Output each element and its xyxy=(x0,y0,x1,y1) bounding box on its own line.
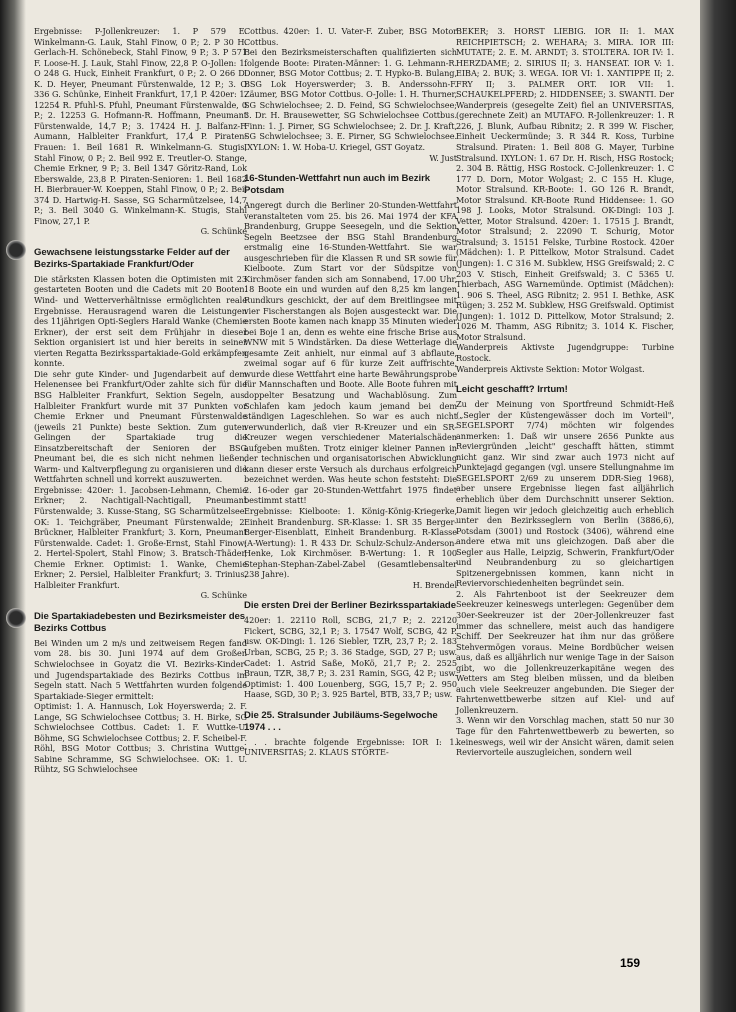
results-text: Ergebnisse: 420er: 1. Jacobsen-Lehmann, Chemie Erkner; 2. Nachtigall-Nachtigall, Pneumant Fürstenwalde; 3. Kusse-Stang, SG Scharmützelsee. OK: 1. Teichgräber, Pneumant Fürstenwalde; 2. Brückner, Halbleiter Frankfurt; 3. Korn, Pneumant Fürstenwalde. Cadet: 1. Große-Ernst, Stahl Finow; 2. Hertel-Spolert, Stahl Finow; 3. Bratsch-Thäder, Chemie Erkner. Optimist: 1. Wanke, Chemie Erkner; 2. Persiel, Halbleiter Frankfurt; 3. Trinius, Halbleiter Frankfurt. xyxy=(34,484,247,590)
headline-frankfurt: Gewachsene leistungsstarke Felder auf der Bezirks-Spartakiade Frankfurt/Oder xyxy=(34,246,230,270)
results-text: Ergebnisse: Kielboote: 1. König-König-Kriegerke, Einheit Brandenburg. SR-Klasse: 1. SR 35 Berger-Berger-Eisenblatt, Einheit Brandenburg. R-Klasse (A-Wertung): 1. R 433 Dr. Schulz-Schulz-Anderson-Henke, Lok Kirchmöser. B-Wertung: 1. R 100 Stephan-Stephan-Zabel-Zabel (Gesamtlebensalter 238 Jahre). xyxy=(244,505,457,580)
article-text: 2. Als Fahrtenboot ist der Seekreuzer dem Seekreuzer keineswegs unterlegen: Gegenüber dem 30er-Seekreuzer ist der 20er-Jollenkreuzer fast immer das schnellere, meist auch das handigere Schiff. Der Seekreuzer hat ihm nur das größere Stehvermögen voraus. Meine Bordbücher weisen aus, daß es alljährlich nur wenige Tage in der Saison gibt, wo die Jollenkreuzerkapitäne wegen des Wetters am Steg bleiben müssen, und da bleiben auch viele Seekreuzer angebunden. Die Sieger der Fahrtenwettbewerbe sitzen auf Kiel- und auf Jollenkreuzern. xyxy=(456,588,674,715)
punch-hole xyxy=(6,608,26,628)
author-signature: H. Brendel xyxy=(412,579,457,590)
article-text: Bei Winden um 2 m/s und zeitweisem Regen fand vom 28. bis 30. Juni 1974 auf dem Großen Schwielochsee in Goyatz die VI. Bezirks-Kinder- und Jugendspartakiade des Bezirks Cottbus im Segeln statt. Nach 5 Wettfahrten wurden folgende Spartakiade-Sieger ermittelt: xyxy=(34,637,247,701)
punch-hole xyxy=(6,240,26,260)
page-edge-shadow xyxy=(700,0,736,1012)
results-jollen-text: Ergebnisse: P-Jollenkreuzer: 1. P 579 E. Winkelmann-G. Lauk, Stahl Finow, 0 P.; 2. P 30 H. Gerlach-H. Schönebeck, Stahl Finow, 9 P.; 3. P 571 F. Loose-H. J. Lauk, Stahl Finow, 22,8 P. O-Jollen: 1. O 248 G. Huck, Einheit Frankfurt, 0 P.; 2. O 266 D. K. D. Heyer, Pneumant Fürstenwalde, 12 P.; 3. O 336 G. Schünke, Einheit Frankfurt, 17,1 P. 420er: 1. 12254 R. Pfuhl-S. Pfuhl, Pneumant Fürstenwalde, 0 P.; 2. 12253 G. Hofmann-R. Hoffmann, Pneumant Fürstenwalde, 14,7 P.; 3. 17424 H. J. Balfanz-F. Aumann, Halbleiter Frankfurt, 17,4 P. Piraten-Frauen: 1. Beil 1681 R. Winkelmann-G. Stugis, Stahl Finow, 0 P.; 2. Beil 992 E. Treutler-O. Stange, Chemie Erkner, 9 P.; 3. Beil 1347 Göritz-Rand, Lok Eberswalde, 23,8 P. Piraten-Senioren: 1. Beil 1682 H. Bierbrauer-W. Koeppen, Stahl Finow, 0 P.; 2. Beil 374 D. Hartwig-H. Sasse, SG Scharmützelsee, 14,7 P.; 3. Beil 3040 G. Winkelmann-K. Stugis, Stahl Finow, 27,1 P. xyxy=(34,26,247,226)
headline-cottbus: Die Spartakiadebesten und Bezirksmeister des Bezirks Cottbus xyxy=(34,610,246,634)
article-text: Die sehr gute Kinder- und Jugendarbeit auf dem Helenensee bei Frankfurt/Oder zahlte sich für die BSG Halbleiter Frankfurt, Sektion Segeln, aus. Halbleiter Frankfurt wurde mit 37 Punkten vor Chemie Erkner und Pneumant Fürstenwalde (jeweils 21 Punkte) beste Sektion. Zum guten Gelingen der Spartakiade trug die Einsatzbereitschaft der Senioren der BSG Pneumant bei, die es sich nicht nehmen ließen, Warm- und Kaltverpflegung zu organisieren und die Wettfahrten schnell und korrekt auszuwerten. xyxy=(34,368,247,485)
headline-stralsund: Die 25. Stralsunder Jubiläums-Segelwoche 1974 . . . xyxy=(244,709,438,733)
column-left xyxy=(34,26,247,775)
results-text: 420er: 1. 22110 Roll, SCBG, 21,7 P.; 2. 22120 Fickert, SCBG, 32,1 P.; 3. 17547 Wolf, SCBG, 42 P. usw. OK-Dingi: 1. 126 Siebler, TZR, 23,7 P.; 2. 183 Urban, SCBG, 25 P.; 3. 36 Stadge, SGD, 27 P.; usw. Cadet: 1. Astrid Saße, MoKö, 21,7 P.; 2. 2525 Braun, TZR, 38,7 P.; 3. 231 Ramin, SGG, 42 P.; usw. Optimist: 1. 400 Louenberg, SGG, 15,7 P.; 2. 950 Haase, SGD, 30 P.; 3. 925 Bartel, BTB, 33,7 P.; usw. xyxy=(244,615,457,700)
page-binding-shadow xyxy=(0,0,26,1012)
author-signature: W. Just xyxy=(429,152,457,163)
results-text: Optimist: 1. A. Hannusch, Lok Hoyerswerda; 2. F. Lange, SG Schwielochsee Cottbus; 3. H. Birke, SG Schwielochsee Cottbus. Cadet: 1. F. Wuttke-U. Böhme, SG Schwielochsee Cottbus; 2. F. Scheibel-F. Röhl, BSG Motor Cottbus; 3. Christina Wuttge-Sabine Schramme, SG Schwielochsee. OK: 1. U. Rühtz, SG Schwielochsee xyxy=(34,701,247,775)
results-text: Cottbus. 420er: 1. U. Vater-F. Zuber, BSG Motor Cottbus. xyxy=(244,26,457,47)
headline-irrtum: Leicht geschafft? Irrtum! xyxy=(456,384,568,396)
column-middle xyxy=(244,26,457,758)
results-text: . . . brachte folgende Ergebnisse: IOR I: 1. UNIVERSITAS; 2. KLAUS STÖRTE- xyxy=(244,736,457,758)
column-right xyxy=(456,26,674,758)
article-text: Angeregt durch die Berliner 20-Stunden-Wettfahrt veranstalteten vom 25. bis 26. Mai 1974 der KFA Brandenburg, Gruppe Seesegeln, und die Sektion Segeln Beetzsee der BSG Stahl Brandenburg erstmalig eine 16-Stunden-Wettfahrt. Sie war ausgeschrieben für die Klassen R und SR sowie für Kielboote. Zum Start vor der Südspitze von Kirchmöser fanden sich am Sonnabend, 17.00 Uhr, 18 Boote ein und wurden auf den 8,25 km langen Rundkurs geschickt, der auf dem Breitlingsee mit vier Fischerstangen als Bojen ausgesteckt war. Die ersten Boote kamen nach knapp 35 Minuten wieder bei Boje 1 an, denn es wehte eine frische Brise aus WNW mit 5 Windstärken. Da diese Wetterlage die gesamte Zeit anhielt, nur einmal auf 3 abflaute, zweimal sogar auf 6 für kurze Zeit auffrischte, wurde diese Wettfahrt eine harte Bewährungsprobe für Mannschaften und Boote. Alle Boote fuhren mit doppelter Besatzung und Wachablösung. Zum Schlafen kam jedoch kaum jemand bei dem ständigen Lageschlehen. So war es auch nicht verwunderlich, daß vier R-Kreuzer und ein SR-Kreuzer wegen verschiedener Materialschäden aufgeben mußten. Trotz einiger kleiner Pannen in der technischen und organisatorischen Abwicklung kann dieser erste Versuch als durchaus erfolgreich bezeichnet werden. Was heute schon feststeht: Die 2. 16-oder gar 20-Stunden-Wettfahrt 1975 findet bestimmt statt! xyxy=(244,200,457,506)
author-signature: G. Schünke xyxy=(200,226,247,237)
results-text: Wanderpreis Aktivste Sektion: Motor Wolgast. xyxy=(456,363,645,374)
article-text: Zu der Meinung von Sportfreund Schmidt-Heß („Segler der Küstengewässer doch im Vorteil", SEGELSPORT 7/74) möchten wir folgendes anmerken: 1. Daß wir unsere 2656 Punkte aus Reviergründen „leicht" geschafft hätten, stimmt nicht ganz. Wir sind zwar auch 1973 nicht auf Punktejagd gegangen (vgl. unsere Stellungnahme im SEGELSPORT 2/69 zu unserem DDR-Sieg 1968), aber unsere Ergebnisse liegen fast alljährlich erheblich über dem Durchschnitt unserer Sektion. Damit liegen wir jedoch gleichzeitig auch erheblich unter den Bezirksseglern von Berlin (3886,6), Potsdam (3001) und Rostock (3406), während eine andere etwa mit uns gleichzogen. Daß aber die Segler aus Halle, Leipzig, Schwerin, Frankfurt/Oder und Neubrandenburg zu so gleichartigen Spitzenergebnissen kommen, kann nicht in Reviervorschiedenheiten begründet sein. xyxy=(456,399,674,589)
headline-berlin: Die ersten Drei der Berliner Bezirksspartakiade xyxy=(244,600,457,612)
article-text: 3. Wenn wir den Vorschlag machen, statt 50 nur 30 Tage für den Fahrtenwettbewerb zu bewerten, so keineswegs, weil wir der Ansicht wären, damit seien Reviervorteile auszugleichen, sondern weil xyxy=(456,715,674,758)
article-text: Bei den Bezirksmeisterschaften qualifizierten sich folgende Boote: Piraten-Männer: 1. G. Lehmann-R. Donner, BSG Motor Cottbus; 2. T. Hypko-B. Bulang, BSG Lok Hoyerswerder; 3. B. Anderssohn-F. Zäumer, BSG Motor Cottbus. O-Jolle: 1. H. Thurner, SG Schwielochsee; 2. D. Feind, SG Schwielochsee; 3. Dr. H. Brausewetter, SG Schwielochsee Cottbus. Finn: 1. J. Pirner, SG Schwielochsee; 2. Dr. J. Kraft, SG Schwielochsee; 3. E. Pirner, SG Schwielochsee. IXYLON: 1. W. Hoba-U. Kriegel, GST Goyatz. xyxy=(244,47,457,153)
author-signature: G. Schünke xyxy=(200,590,247,601)
headline-potsdam: 16-Stunden-Wettfahrt nun auch im Bezirk Potsdam xyxy=(244,173,431,197)
results-text: Wanderpreis Aktivste Jugendgruppe: Turbine Rostock. xyxy=(456,342,674,363)
page-number: 159 xyxy=(620,956,641,970)
article-text: Die stärksten Klassen boten die Optimisten mit 23 gestarteten Booten und die Cadets mit 20 Booten. Wind- und Wetterverhältnisse ermöglichten reale Ergebnisse. Herausragend waren die Leistungen des 11jährigen Opti-Seglers Harald Wanke (Chemie Erkner), der erst seit dem Frühjahr in dieser Sektion organisiert ist und hier bereits in seiner vierten Regatta Bezirksspartakiade-Gold erkämpfen konnte. xyxy=(34,273,247,369)
results-text: BEKER; 3. HORST LIEBIG. IOR II: 1. MAX REICHPIETSCH; 2. WEHARA; 3. MIRA. IOR III: MUTATE; 2. E. M. ARNDT; 3. STOLTERA. IOR IV: 1. HERZDAME; 2. SIRIUS II; 3. HANSEAT. IOR V: 1. EIBA; 2. BUK; 3. WEGA. IOR VI: 1. XANTIPPE II; 2. FRY II; 3. PALMER ORT. IOR VII: 1. SCHAUKELPFERD; 2. HIDDENSEE; 3. SWANTI. Der Wanderpreis (gesegelte Zeit) fiel an UNIVERSITAS, (gerechnete Zeit) an MUTAFO. R-Jollenkreuzer: 1. R 226, J. Blunk, Aufbau Ribnitz; 2. R 399 W. Fischer, Einheit Ueckermünde; 3. R 344 R. Koss, Turbine Stralsund. Piraten: 1. Beil 808 G. Mayer, Turbine Stralsund. IXYLON: 1. 67 Dr. H. Risch, HSG Rostock; 2. 304 B. Rättig, HSG Rostock. C-Jollenkreuzer: 1. C 177 D. Dorn, Motor Wolgast; 2. C 155 H. Kluge, Motor Stralsund. KR-Boote: 1. GO 126 R. Brandt, Motor Stralsund. KR-Boote Rund Hiddensee: 1. GO 198 J. Looks, Motor Stralsund. OK-Dingi: 103 J. Vetter, Motor Stralsund. 420er: 1. 17515 J. Brandt, Motor Stralsund; 2. 22090 T. Schurig, Motor Stralsund; 3. 15151 Felske, Turbine Rostock. 420er (Mädchen): 1. P. Pittelkow, Motor Stralsund. Cadet (Jungen): 1. C 316 M. Subklew, HSG Greifswald; 2. C 203 V. Stisch, Einheit Greifswald; 3. C 5365 U. Thierbach, ASG Warnemünde. Optimist (Mädchen): 1. 906 S. Theel, ASG Ribnitz; 2. 951 I. Bethke, ASK Rügen; 3. 252 M. Subklew, HSG Greifswald. Optimist (Jungen): 1. 1012 D. Pittelkow, Motor Stralsund; 2. 1026 M. Thamm, ASG Ribnitz; 3. 1014 K. Fischer, Motor Stralsund. xyxy=(456,26,674,342)
